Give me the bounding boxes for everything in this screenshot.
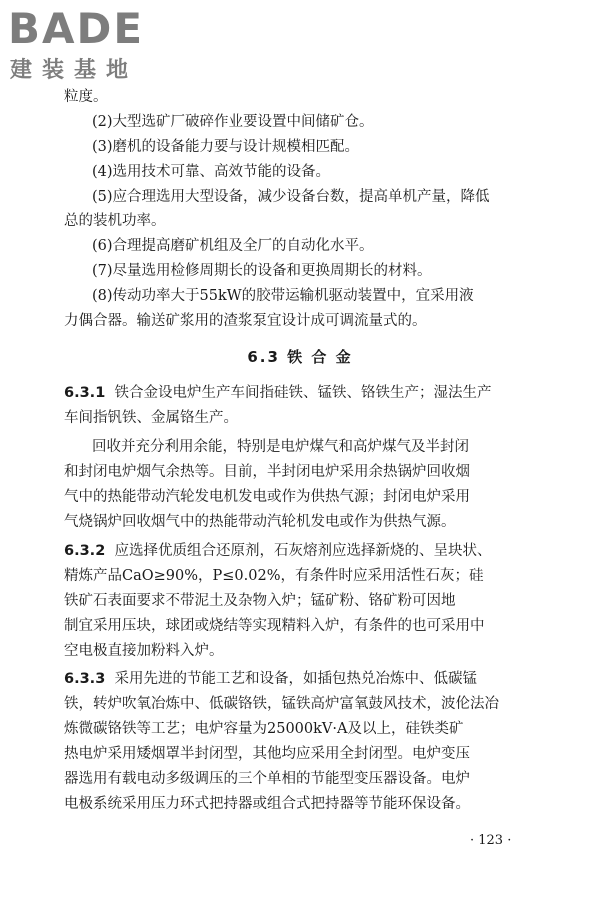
clause-6-3-1: [64, 382, 534, 404]
logo-wordmark: BADE: [8, 4, 145, 53]
list-item: (2)大型选矿厂破碎作业要设置中间储矿仓。: [92, 114, 374, 130]
clause-6-3-2: [64, 540, 534, 562]
logo-subtitle: 建装基地: [10, 58, 139, 83]
text-line: 和封闭电炉烟气余热等。目前，半封闭电炉采用余热锅炉回收烟: [64, 464, 470, 480]
page-number: · 123 ·: [470, 833, 512, 848]
text-line: 精炼产品CaO≥90%，P≤0.02%，有条件时应采用活性石灰；硅: [64, 568, 484, 584]
text-line: 回收并充分利用余能，特别是电炉煤气和高炉煤气及半封闭: [92, 439, 469, 455]
text-line: 空电极直接加粉料入炉。: [64, 643, 224, 659]
text-line: 器选用有载电动多级调压的三个单相的节能型变压器设备。电炉: [64, 771, 470, 787]
list-item: (4)选用技术可靠、高效节能的设备。: [92, 164, 331, 180]
list-item: (7)尽量选用检修周期长的设备和更换周期长的材料。: [92, 263, 432, 279]
clause-6-3-3: [64, 668, 534, 690]
list-item: (3)磨机的设备能力要与设计规模相匹配。: [92, 139, 360, 155]
text-line: 力偶合器。输送矿浆用的渣浆泵宜设计成可调流量式的。: [64, 313, 427, 329]
text-line: 粒度。: [64, 89, 108, 105]
text-line: 炼微碳铬铁等工艺；电炉容量为25000kV·A及以上，硅铁类矿: [64, 721, 464, 737]
clause-number: 6.3.3: [64, 671, 106, 687]
clause-text: 采用先进的节能工艺和设备，如插包热兑冶炼中、低碳锰: [114, 671, 478, 687]
clause-number: 6.3.1: [64, 385, 106, 401]
text-line: 电极系统采用压力环式把持器或组合式把持器等节能环保设备。: [64, 796, 470, 812]
section-heading: 6.3 铁 合 金: [247, 348, 353, 366]
text-line: 铁，转炉吹氧冶炼中、低碳铬铁，锰铁高炉富氧鼓风技术，波伦法冶: [64, 696, 499, 712]
list-item: (6)合理提高磨矿机组及全厂的自动化水平。: [92, 238, 374, 254]
text-line: 气烧锅炉回收烟气中的热能带动汽轮机发电或作为供热气源。: [64, 514, 456, 530]
logo: [8, 6, 178, 90]
clause-number: 6.3.2: [64, 543, 106, 559]
text-line: 车间指钒铁、金属铬生产。: [64, 410, 238, 426]
text-line: 铁矿石表面要求不带泥土及杂物入炉；锰矿粉、铬矿粉可因地: [64, 593, 456, 609]
text-line: 气中的热能带动汽轮发电机发电或作为供热气源；封闭电炉采用: [64, 489, 470, 505]
text-line: 制宜采用压块，球团或烧结等实现精料入炉，有条件的也可采用中: [64, 618, 485, 634]
list-item: (5)应合理选用大型设备，减少设备台数，提高单机产量，降低: [92, 189, 490, 205]
clause-text: 应选择优质组合还原剂，石灰熔剂应选择新烧的、呈块状、: [114, 543, 492, 559]
clause-text: 铁合金设电炉生产车间指硅铁、锰铁、铬铁生产；湿法生产: [114, 385, 492, 401]
list-item: (8)传动功率大于55kW的胶带运输机驱动装置中，宜采用液: [92, 288, 474, 304]
text-line: 热电炉采用矮烟罩半封闭型，其他均应采用全封闭型。电炉变压: [64, 746, 470, 762]
text-line: 总的装机功率。: [64, 213, 166, 229]
